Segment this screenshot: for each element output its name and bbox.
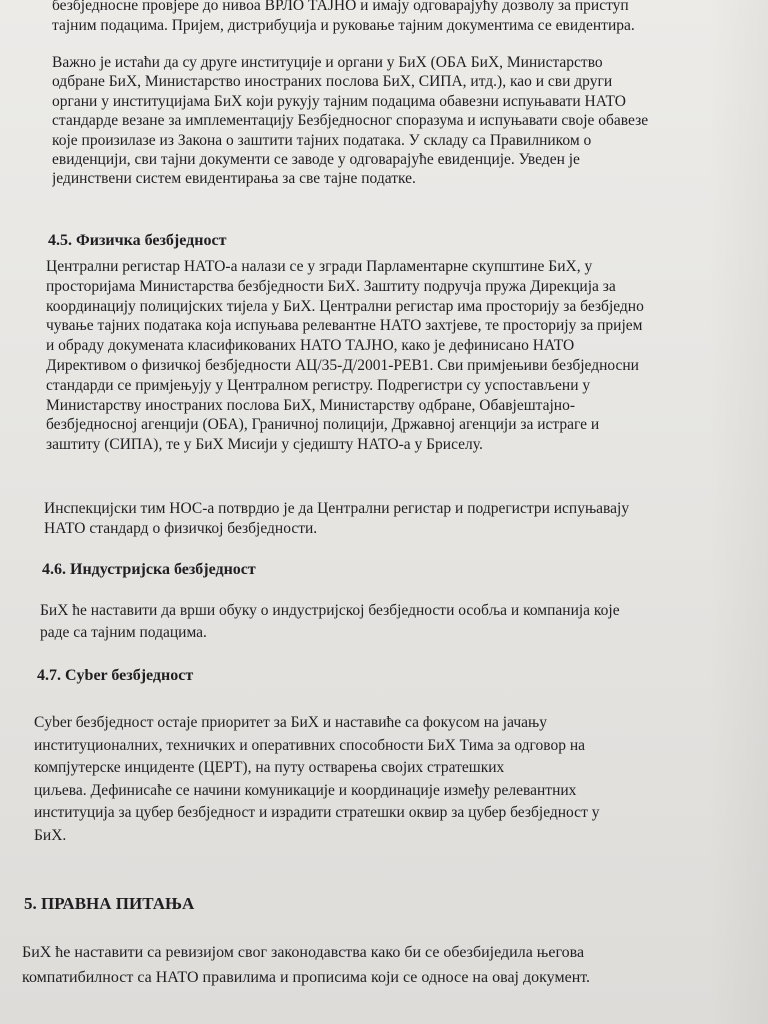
paragraph-line: евиденцији, сви тајни документи се заводе у одговарајуће евиденције. Уведен је bbox=[52, 151, 580, 169]
section-heading-legal-issues: 5. ПРАВНА ПИТАЊА bbox=[24, 894, 195, 913]
paragraph-line: циљева. Дефинисаће се начини комуникације и координације између релевантних bbox=[34, 781, 577, 799]
paragraph-line: координацију полицијских тијела у БиХ. Централни регистар има просторију за безбједно bbox=[46, 297, 644, 315]
intro-line-2: тајним подацима. Пријем, дистрибуција и руковање тајним документима се евидентира. bbox=[52, 17, 635, 34]
section-heading-physical-security: 4.5. Физичка безбједност bbox=[48, 232, 227, 249]
paragraph-line: просторијама Министарства безбједности БиХ. Заштиту подручја пружа Дирекција за bbox=[46, 277, 616, 295]
paragraph-line: БиХ. bbox=[34, 826, 67, 844]
paragraph-central-registry bbox=[46, 257, 758, 455]
paragraph-line: одбране БиХ, Министарство иностраних послова БиХ, СИПА, итд.), као и сви други bbox=[52, 73, 613, 91]
section-heading-industrial-security: 4.6. Индустријска безбједност bbox=[42, 561, 256, 578]
paragraph-legal-issues bbox=[22, 940, 768, 990]
paragraph-line: и обраду докумената класификованих НАТО ТАЈНО, како је дефинисано НАТО bbox=[46, 337, 575, 355]
paragraph-line: стандарде везане за имплементацију Безбједносног споразума и испуњавати своје обавезе bbox=[52, 112, 649, 130]
paragraph-industrial-security bbox=[40, 600, 766, 644]
paragraph-line: компатибилност са НАТО правилима и прописима који се односе на овај документ. bbox=[22, 969, 591, 986]
paragraph-cyber-security bbox=[34, 712, 766, 848]
paragraph-line: чување тајних података која испуњава релевантне НАТО захтјеве, те просторију за пријем bbox=[46, 317, 643, 335]
paragraph-line: Cyber безбједност остаје приоритет за БиХ и наставиће са фокусом на јачању bbox=[34, 714, 547, 731]
intro-paragraph bbox=[52, 0, 728, 36]
paragraph-line: заштиту (СИПА), те у БиХ Мисији у сједишту НАТО-а у Бриселу. bbox=[46, 436, 483, 454]
paragraph-line: безбједносној агенцији (ОБА), Граничној полицији, Државној агенцији за истраге и bbox=[46, 416, 600, 434]
section-heading-cyber-security: 4.7. Cyber безбједност bbox=[37, 667, 194, 684]
paragraph-line: Директивом о физичкој безбједности АЦ/35-Д/2001-РЕВ1. Сви примјењиви безбједносни bbox=[46, 356, 639, 374]
paragraph-line: БиХ ће наставити да врши обуку о индустријској безбједности особља и компанија које bbox=[40, 602, 620, 619]
paragraph-nos-inspection bbox=[44, 499, 762, 539]
paragraph-line: органи у институцијама БиХ који рукују тајним подацима обавезни испуњавати НАТО bbox=[52, 92, 626, 110]
paragraph-line: Инспекцијски тим НОС-а потврдио је да Централни регистар и подрегистри испуњавају bbox=[44, 500, 630, 517]
intro-line-1: безбједносне провјере до нивоа ВРЛО ТАЈНО и имају одговарајућу дозволу за приступ bbox=[52, 0, 629, 14]
paragraph-line: раде са тајним подацима. bbox=[40, 624, 207, 641]
paragraph-line: институционалних, техничких и оперативних способности БиХ Тима за одговор на bbox=[34, 736, 586, 754]
paragraph-line: компјутерске инциденте (ЦЕРТ), на путу остварења својих стратешких bbox=[34, 759, 505, 777]
paragraph-line: јединствени систем евидентирања за све тајне податке. bbox=[52, 170, 416, 188]
paragraph-line: БиХ ће наставити са ревизијом свог законодавства како би се обезбиједила његова bbox=[22, 944, 585, 961]
paragraph-line: НАТО стандард о физичкој безбједности. bbox=[44, 520, 318, 537]
paragraph-line: Министарству иностраних послова БиХ, Министарству одбране, Обавјештајно- bbox=[46, 396, 576, 414]
paragraph-important-institutions bbox=[52, 53, 742, 189]
paragraph-line: које произилазе из Закона о заштити тајних података. У складу са Правилником о bbox=[52, 131, 592, 149]
paragraph-line: стандарди се примјењују у Централном регистру. Подрегистри су успостављени у bbox=[46, 376, 591, 394]
paragraph-line: Важно је истаћи да су друге институције и органи у БиХ (ОБА БиХ, Министарство bbox=[52, 54, 603, 71]
paragraph-line: институција за цубер безбједност и израдити стратешки оквир за цубер безбједност у bbox=[34, 804, 600, 822]
paragraph-line: Централни регистар НАТО-а налази се у згради Парламентарне скупштине БиХ, у bbox=[46, 258, 593, 275]
